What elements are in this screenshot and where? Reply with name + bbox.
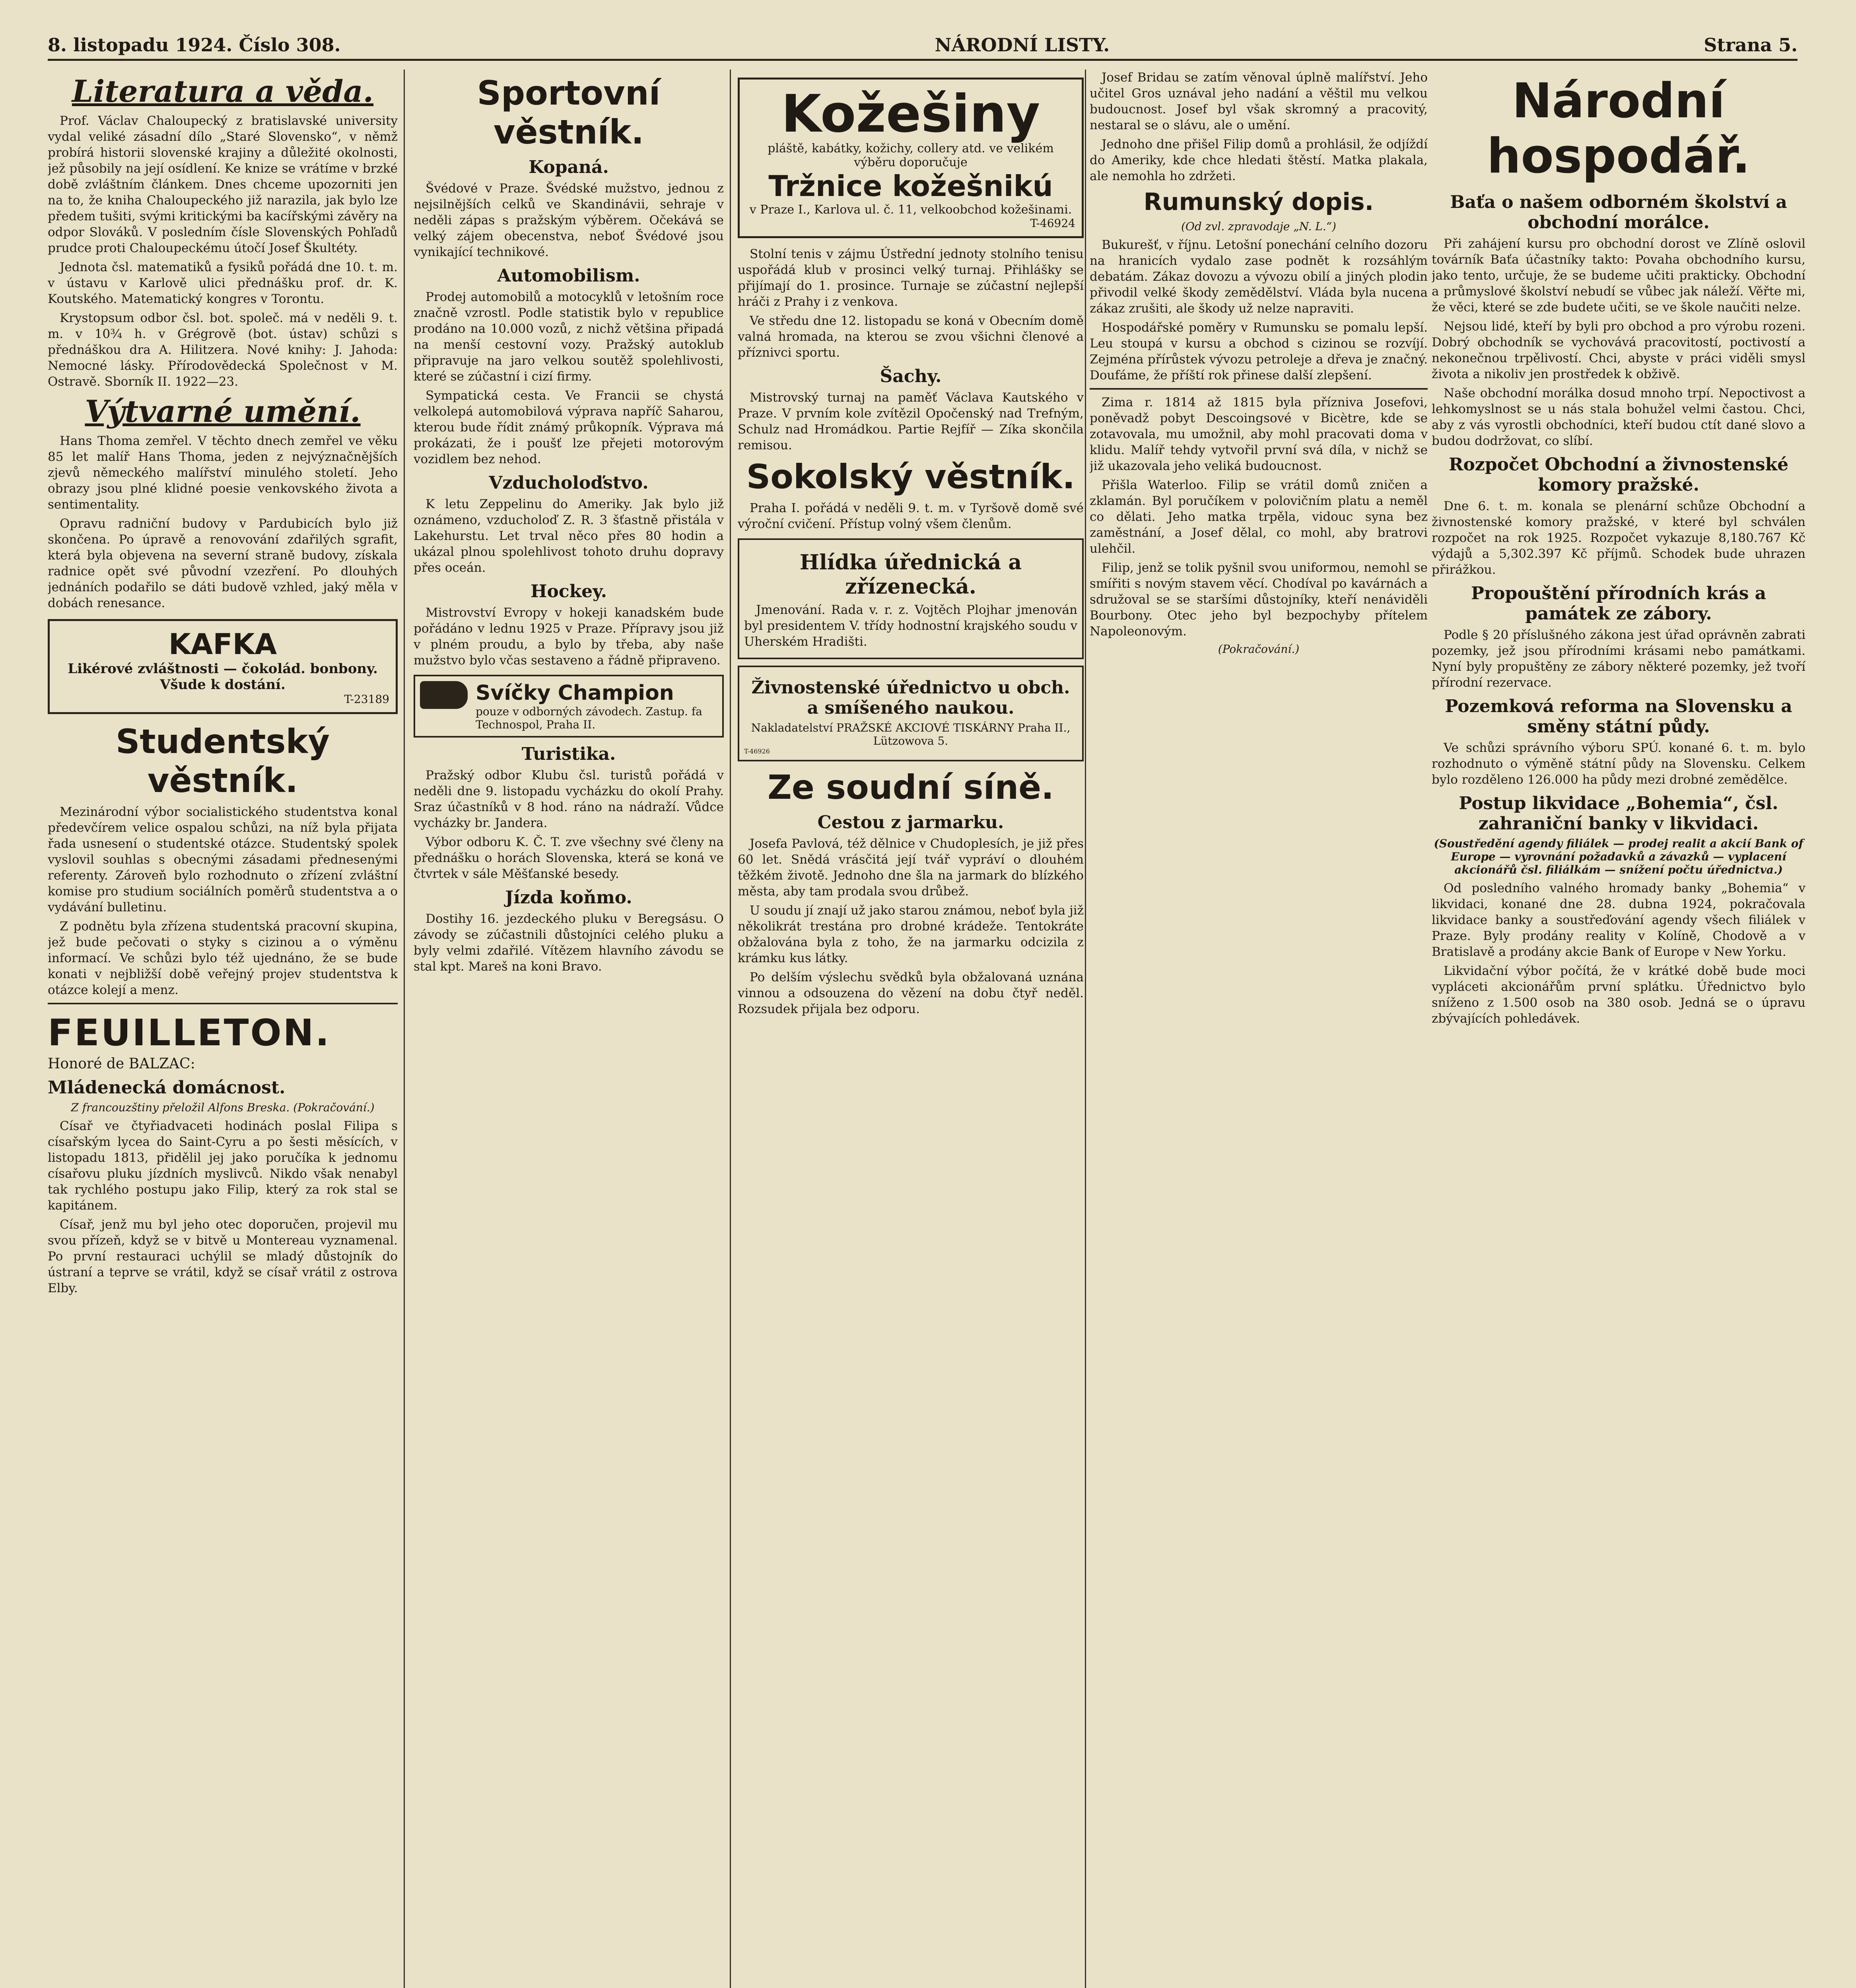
article-paragraph: Císař, jenž mu byl jeho otec doporučen, projevil mu svou přízeň, když se v bitvě u Montereau vyznamenal. Po první restauraci uchýlil se mladý důstojník do ústraní a teprve se vrátil, když se císař vrátil z ostrova Elby. [48,1217,398,1295]
ad-text: Likérové zvláštnosti — čokolád. bonbony. Všude k dostání. [68,661,378,693]
section-title-student: Studentský věstník. [115,722,330,800]
article-paragraph: Mistrovský turnaj na paměť Václava Kautského v Praze. V prvním kole zvítězil Opočenský nad Trefným, Schulz nad Hromádkou. Partie Rejfíř — Zíka skončila remisou. [738,390,1084,452]
subsection-title: Cestou z jarmarku. [817,812,1004,833]
article-paragraph: Podle § 20 příslušného zákona jest úřad oprávněn zabrati pozemky, jež jsou přírodními krásami nebo památkami. Nyní byly propuštěny ze zábory některé pozemky, jež tvoří přírodní rezervace. [1432,628,1805,690]
article-paragraph: Dne 6. t. m. konala se plenární schůze Obchodní a živnostenské komory pražské, v které byl schválen rozpočet na rok 1925. Rozpočet vykazuje 8,180.767 Kč výdajů a 5,302.397 Kč příjmů. Schodek bude uhrazen přirážkou. [1432,499,1805,577]
ad-headline: Kožešiny [781,83,1040,144]
article-paragraph: Stolní tenis v zájmu Ústřední jednoty stolního tenisu uspořádá klub v prosinci velký turnaj. Přihlášky se přijímají do 1. prosince. Turnaje se zúčastní nejlepší hráči z Prahy i z venkova. [738,247,1084,309]
header-date: 8. listopadu 1924. Číslo 308. [48,34,341,56]
column-4 [1090,70,1428,1988]
subsection-title: Hockey. [530,581,607,602]
continued-note: (Pokračování.) [1218,643,1300,656]
column-1 [48,70,398,1988]
column-rule [730,70,731,1988]
article-paragraph: Jmenování. Rada v. r. z. Vojtěch Plojhar jmenován byl presidentem V. třídy hodnostní krajského soudu v Uherském Hradišti. [744,603,1077,649]
article-paragraph: Jednoho dne přišel Filip domů a prohlásil, že odjíždí do Ameriky, kde chce hledati štěstí. Matka plakala, ale nemohla ho zdržeti. [1090,137,1428,183]
subsection-title: Kopaná. [529,157,609,177]
article-paragraph: Dostihy 16. jezdeckého pluku v Beregsásu. O závody se zúčastnili důstojníci celého pluku a byly velmi zdařilé. Vítězem hlavního závodu se stal kpt. Mareš na koni Bravo. [414,912,724,974]
page-header [48,31,1798,61]
article-title: Propouštění přírodních krás a památek ze zábory. [1471,583,1767,624]
article-summary: (Soustředění agendy filiálek — prodej realit a akcií Bank of Europe — vyrovnání požadavků a závazků — vyplacení akcionářů čsl. filiálkám — snížení počtu úřednictva.) [1434,837,1804,876]
feuilleton-translator: Z francouzštiny přeložil Alfons Breska. (Pokračování.) [71,1101,375,1114]
feuilleton-author: Honoré de BALZAC: [48,1056,195,1072]
ad-headline: KAFKA [168,627,277,661]
article-paragraph: K letu Zeppelinu do Ameriky. Jak bylo již oznámeno, vzducholoď Z. R. 3 šťastně přistála v Lakehurstu. Let trval něco přes 80 hodin a ukázal plnou spolehlivost tohoto druhu dopravy přes oceán. [414,497,724,575]
article-paragraph: Císař ve čtyřiadvaceti hodinách poslal Filipa s císařským lycea do Saint-Cyru a po šesti měsících, v listopadu 1813, přidělil jej jako poručíka k jednomu císařovu pluku jízdních myslivců. Nikdo však nenabyl tak rychlého postupu jako Filip, který za rok stal se kapitánem. [48,1119,398,1213]
article-title: Pozemková reforma na Slovensku a směny státní půdy. [1445,696,1792,737]
ad-store-name: Tržnice kožešnikú [768,169,1053,203]
subsection-title: Vzducholoďstvo. [489,473,649,493]
article-paragraph: U soudu jí znají už jako starou známou, neboť byla již několikrát trestána pro drobné krádeže. Tentokráte obžalována byla z toho, že na jarmarku odcizila z krámku kus látky. [738,903,1084,965]
article-paragraph: Bukurešť, v říjnu. Letošní ponechání celního dozoru na hranicích vydalo zase podnět k rozsáhlým debatám. Zákaz dovozu a vývozu obilí a jiných plodin přivodil velké škody zemědělství. Vláda byla nucena zákaz zrušiti, ale škody už nelze napraviti. [1090,238,1428,316]
article-paragraph: Likvidační výbor počítá, že v krátké době bude moci vypláceti akcionářům první splátku. Úřednictvo bylo sníženo z 1.500 osob na 380 osob. Jedná se o úpravu zbývajících pohledávek. [1432,964,1805,1026]
section-box-officials [738,538,1084,659]
article-paragraph: Pražský odbor Klubu čsl. turistů pořádá v neděli dne 9. listopadu vycházku do okolí Prahy. Sraz účastníků v 8 hod. ráno na nádraží. Vůdce vycházky br. Jandera. [414,768,724,830]
section-title-literature: Literatura a věda. [72,74,374,109]
article-paragraph: Švédové v Praze. Švédské mužstvo, jednou z nejsilnějších celků ve Skandinávii, sehraje v neděli zápas s pražským výběrem. Očekává se velký zájem obecenstva, neboť Švédové jsou vynikající technikové. [414,181,724,259]
article-paragraph: Praha I. pořádá v neděli 9. t. m. v Tyršově domě své výroční cvičení. Přístup volný všem členům. [738,501,1084,531]
article-paragraph: Ve schůzi správního výboru SPÚ. konané 6. t. m. bylo rozhodnuto o výměně státní půdy na Slovensku. Celkem bylo rozděleno 126.000 ha půdy mezi drobné zemědělce. [1432,741,1805,787]
ad-headline: Svíčky Champion [476,681,674,705]
article-title: Rozpočet Obchodní a živnostenské komory pražské. [1448,454,1789,495]
article-paragraph: Přišla Waterloo. Filip se vrátil domů zničen a zklamán. Byl poručíkem v polovičním platu a neměl co dělati. Jeho matka trpěla, vidouc syna bez zaměstnání, a Josef dělal, co mohl, aby bratrovi ulehčil. [1090,478,1428,556]
section-title-officials: Hlídka úřednická a zřízenecká. [799,550,1022,599]
article-paragraph: Hospodářské poměry v Rumunsku se pomalu lepší. Leu stoupá v kursu a obchod s cizinou se rozvíjí. Zejména přírůstek vývozu petroleje a dřeva je značný. Doufáme, že příští rok přinese další zlepšení. [1090,320,1428,382]
section-title-sokol: Sokolský věstník. [746,457,1075,496]
article-paragraph: Od posledního valného hromady banky „Bohemia“ v likvidaci, konané dne 28. dubna 1924, pokračovala likvidace banky a soustřeďování agendy všech filiálek v Praze. Byly prodány reality v Kolíně, Chodově a v Bratislavě a prodány akcie Bank of Europe v New Yorku. [1432,881,1805,959]
article-paragraph: Sympatická cesta. Ve Francii se chystá velkolepá automobilová výprava napříč Saharou, kterou bude řídit známý průkopník. Výprava má prokázati, že i poušť lze přejeti motorovým vozidlem bez nehod. [414,388,724,466]
column-rule [404,70,405,1988]
article-paragraph: Filip, jenž se tolik pyšnil svou uniformou, nemohl se smířiti s novým stavem věcí. Chodíval po kavárnách a sdružoval se se staršími důstojníky, kteří nenáviděli Bourbony. Otec jeho byl bezpochyby přítelem Napoleonovým. [1090,561,1428,639]
section-title-economy: Národní hospodář. [1487,74,1751,184]
divider [1090,388,1428,390]
article-paragraph: Výbor odboru K. Č. T. zve všechny své členy na přednášku o horách Slovenska, která se koná ve čtvrtek v sále Měšťanské besedy. [414,835,724,881]
column-3 [738,70,1084,1988]
article-paragraph: Prodej automobilů a motocyklů v letošním roce značně vzrostl. Podle statistik bylo v republice prodáno na 10.000 vozů, z nichž většina připadá na menší cestovní vozy. Pražský autoklub připravuje na jaro velkou soutěž spolehlivosti, které se zúčastní i cizí firmy. [414,290,724,384]
article-paragraph: Opravu radniční budovy v Pardubicích bylo již skončena. Po úpravě a renovování zdařilých sgrafit, která byla objevena na severní straně budovy, získala radnice opět své původní vzezření. Po dlouhých jednáních podařilo se dáti budově vzhled, jaký měla v dobách renesance. [48,516,398,610]
header-paper-name: NÁRODNÍ LISTY. [935,34,1110,56]
ad-code: T-46926 [744,747,770,755]
section-title-romania: Rumunský dopis. [1143,188,1374,216]
ad-code: T-23189 [344,693,389,706]
article-paragraph: Josef Bridau se zatím věnoval úplně malířství. Jeho učitel Gros uznával jeho nadání a věštil mu velkou budoucnost. Josef byl však skromný a pracovitý, nestaral se o slávu, ale o umění. [1090,70,1428,132]
article-paragraph: Nejsou lidé, kteří by byli pro obchod a pro výrobu rozeni. Dobrý obchodník se vychovává pracovitostí, poctivostí a nekonečnou trpělivostí. Chci, abyste v práci viděli smysl života a nikoliv jen prostředek k obživě. [1432,319,1805,381]
article-paragraph: Zima r. 1814 až 1815 byla přízniva Josefovi, poněvadž pobyt Descoingsové v Bicètre, kde se zotavovala, mu umožnil, aby mohl pracovati doma v klidu. Malíř tehdy vytvořil první svá díla, v nichž se již ukazovala jeho veliká budoucnost. [1090,395,1428,473]
article-paragraph: Při zahájení kursu pro obchodní dorost ve Zlíně oslovil továrník Baťa účastníky takto: Povaha obchodního kursu, jako tento, určuje, že se budeme učiti prakticky. Obchodní a průmyslové školství nebudí se vůbec jak náleží. Věřte mi, že věci, které se zde budete učiti, se ve škole naučiti nelze. [1432,237,1805,315]
article-byline: (Od zvl. zpravodaje „N. L.“) [1181,220,1336,233]
column-2 [414,70,724,1988]
subsection-title: Automobilism. [497,266,640,286]
ad-address: v Praze I., Karlova ul. č. 11, velkoobchod kožešinami. [749,203,1072,217]
article-paragraph: Mistrovství Evropy v hokeji kanadském bude pořádáno v lednu 1925 v Praze. Přípravy jsou již v plném proudu, a bylo by třeba, aby naše mužstvo bylo včas sestaveno a řádně připraveno. [414,606,724,668]
article-paragraph: Jednota čsl. matematiků a fysiků pořádá dne 10. t. m. v ústavu v Karlově ulici přednášku prof. dr. K. Koutského. Matematický kongres v Torontu. [48,260,398,306]
article-paragraph: Naše obchodní morálka dosud mnoho trpí. Nepoctivost a lehkomyslnost se u nás stala bohužel velmi častou. Chci, aby z vás vyrostli obchodníci, kteří budou ctít dané slovo a budou dodržovat, co slíbí. [1432,386,1805,448]
article-paragraph: Z podnětu byla zřízena studentská pracovní skupina, jež bude pečovati o styky s cizinou a o výměnu informací. Ve schůzi bylo též ujednáno, že se bude konati v nejbližší době veřejný projev studentstva k otázce kolejí a menz. [48,919,398,997]
spark-plug-icon [420,681,468,709]
column-rule [1085,70,1086,1988]
section-title-feuilleton: FEUILLETON. [48,1011,331,1054]
ad-code: T-46924 [1030,217,1075,230]
divider [48,1003,398,1004]
article-title: Baťa o našem odborném školství a obchodní morálce. [1450,192,1787,233]
article-paragraph: Po delším výslechu svědků byla obžalovaná uznána vinnou a odsouzena do vězení na dobu čtyř neděl. Rozsudek přijala bez odporu. [738,970,1084,1016]
ad-text: pouze v odborných závodech. Zastup. fa Technospol, Praha II. [476,705,702,731]
article-paragraph: Krystopsum odbor čsl. bot. společ. má v neděli 9. t. m. v 10¾ h. v Grégrově (bot. ústav) schůzi s přednáškou dra A. Hilitzera. Nové knihy: J. Jahoda: Nemocné lásky. Přírodovědecká Společnost v M. Ostravě. Sborník II. 1922—23. [48,311,398,389]
feuilleton-work-title: Mládenecká domácnost. [48,1077,286,1098]
article-title: Postup likvidace „Bohemia“, čsl. zahraniční banky v likvidaci. [1459,793,1778,834]
header-page-number: Strana 5. [1704,34,1798,56]
article-paragraph: Hans Thoma zemřel. V těchto dnech zemřel ve věku 85 let malíř Hans Thoma, jeden z nejvýznačnějších zjevů německého malířství minulého století. Jeho obrazy jsou plné klidné poesie venkovského života a sentimentality. [48,434,398,512]
section-title-sport: Sportovní věstník. [477,74,661,151]
ad-text: Nakladatelství PRAŽSKÉ AKCIOVÉ TISKÁRNY Praha II., Lützowova 5. [751,721,1071,747]
advertisement-kafka [48,619,398,714]
article-paragraph: Prof. Václav Chaloupecký z bratislavské university vydal veliké zásadní dílo „Staré Slovensko“, v němž probírá historii slovenské krajiny a důležité okolnosti, jež působily na její osídlení. Ke knize se vrátíme v brzké době zvláštním článkem. Dnes chceme upozorniti jen na to, že kniha Chaloupeckého již narazila, jak bylo lze předem tušiti, svými kritickými ba kacířskými závěry na odpor Slováků. V posledním čísle Slovenských Pohľadů prudce proti Chaloupeckému útočí Josef Škultéty. [48,114,398,255]
subsection-title: Jízda koňmo. [505,887,632,908]
section-title-court: Ze soudní síně. [767,768,1054,807]
advertisement-kozesiny [738,78,1084,238]
ad-headline: Živnostenské úřednictvo u obch. a smíšeného naukou. [751,678,1070,718]
subsection-title: Šachy. [880,366,942,386]
section-title-art: Výtvarné umění. [85,394,361,429]
column-5 [1432,70,1805,1988]
ad-text: pláště, kabátky, kožichy, collery atd. ve velikém výběru doporučuje [768,142,1054,169]
article-paragraph: Josefa Pavlová, též dělnice v Chudoplesích, je již přes 60 let. Snědá vrásčitá její tvář vypráví o dlouhém těžkém životě. Jednoho dne šla na jarmark do blízkého města, aby tam prodala svou drůbež. [738,837,1084,899]
advertisement-champion [414,675,724,738]
article-paragraph: Ve středu dne 12. listopadu se koná v Obecním domě valná hromada, na kterou se zvou všichni členové a příznivci sportu. [738,314,1084,360]
subsection-title: Turistika. [521,744,616,764]
advertisement-publisher [738,666,1084,761]
article-paragraph: Mezinárodní výbor socialistického studentstva konal předevčírem velice ospalou schůzi, na níž byla přijata řada usnesení o studentské otázce. Studentský spolek vyslovil souhlas s obecnými zásadami přednesenými referenty. Zároveň bylo rozhodnuto o zřízení zvláštní komise pro studium sociálních poměrů studentstva a o vydávání bulletinu. [48,805,398,914]
